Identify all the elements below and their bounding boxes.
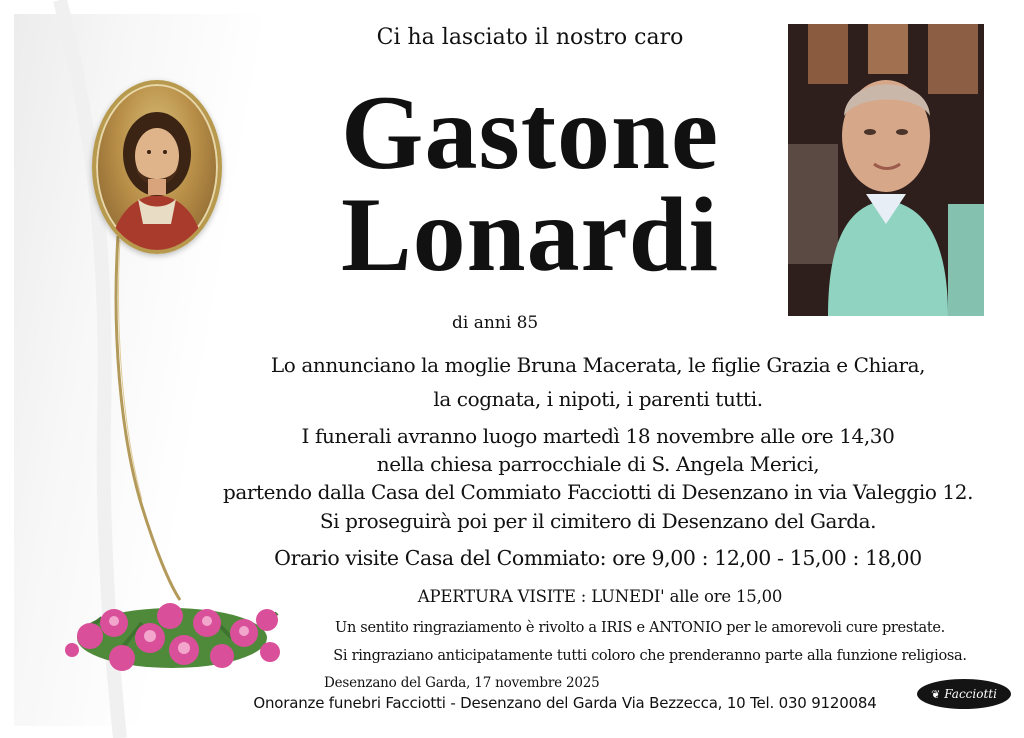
facciotti-logo [917, 679, 1011, 709]
visiting-hours: Orario visite Casa del Commiato: ore 9,00 : 12,00 - 15,00 : 18,00 [274, 546, 922, 570]
flowers-icon [62, 578, 290, 678]
notice-intro: Ci ha lasciato il nostro caro [376, 25, 684, 50]
carnation-bouquet-image [62, 578, 290, 678]
jesus-medallion-image [92, 80, 222, 254]
funeral-line: partendo dalla Casa del Commiato Facciotti di Desenzano in via Valeggio 12. [222, 480, 974, 504]
deceased-age: di anni 85 [452, 313, 539, 333]
announcement-line: Lo annunciano la moglie Bruna Macerata, le figlie Grazia e Chiara, [270, 353, 926, 377]
deceased-last-name: Lonardi [340, 176, 720, 293]
thanks-line: Un sentito ringraziamento è rivolto a IRIS e ANTONIO per le amorevoli cure prestate. [335, 620, 945, 636]
funeral-home-footer: Onoranze funebri Facciotti - Desenzano del Garda Via Bezzecca, 10 Tel. 030 9120084 [253, 694, 877, 712]
funeral-line: I funerali avranno luogo martedì 18 novembre alle ore 14,30 [301, 424, 895, 448]
funeral-line: nella chiesa parrocchiale di S. Angela Merici, [376, 452, 820, 476]
logo-text: Facciotti [944, 687, 997, 701]
funeral-line: Si proseguirà poi per il cimitero di Desenzano del Garda. [319, 509, 877, 533]
facciotti-emblem-icon: ❦ [931, 687, 941, 701]
visits-opening: APERTURA VISITE : LUNEDI' alle ore 15,00 [417, 587, 783, 606]
side-margin-print [2, 420, 12, 720]
place-and-date: Desenzano del Garda, 17 novembre 2025 [324, 675, 600, 691]
deceased-first-name: Gastone [341, 74, 719, 191]
thanks-line: Si ringraziano anticipatamente tutti coloro che prenderanno parte alla funzione religiosa. [333, 648, 967, 664]
announcement-line: la cognata, i nipoti, i parenti tutti. [433, 387, 763, 411]
jesus-portrait-icon [96, 84, 218, 250]
